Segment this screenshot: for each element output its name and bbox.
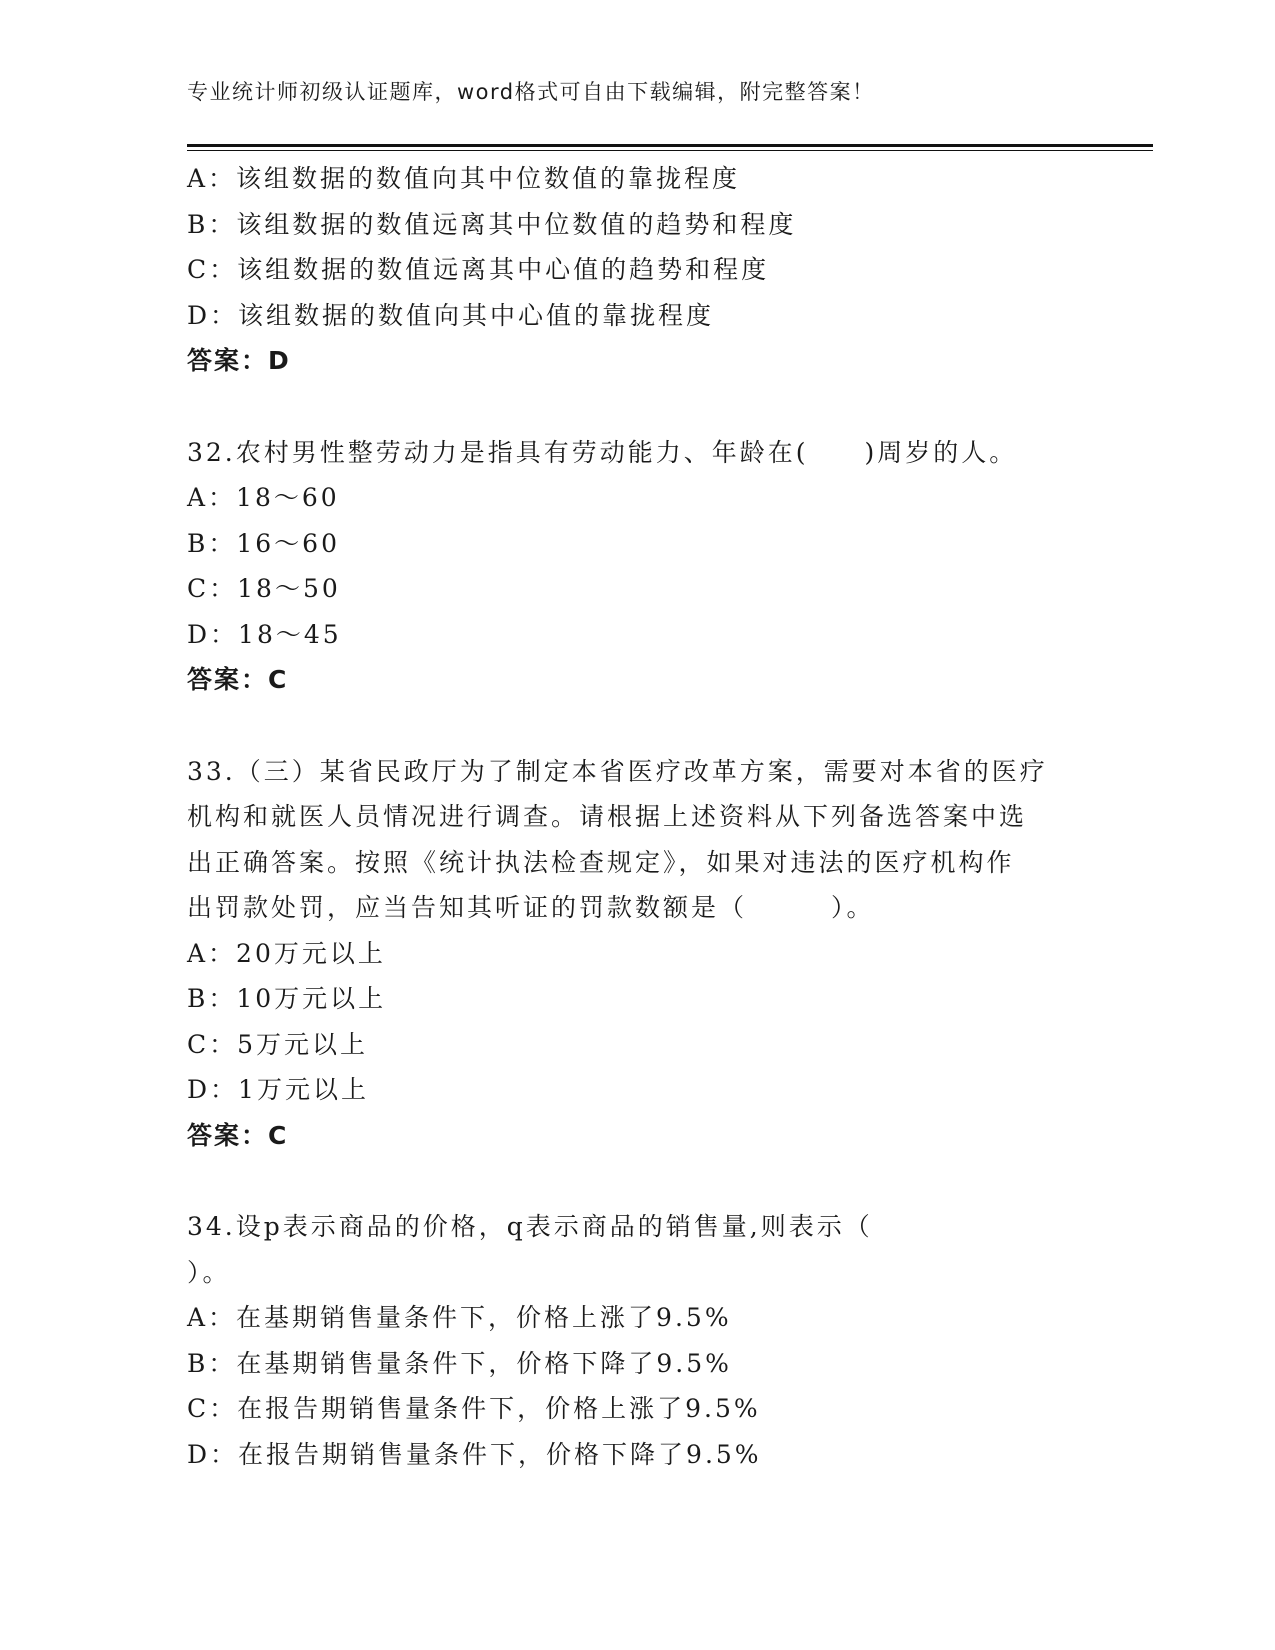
answer: 答案：D [187, 346, 291, 375]
option-a: A：该组数据的数值向其中位数值的靠拢程度 [187, 164, 741, 193]
option-c: C：在报告期销售量条件下，价格上涨了9.5% [187, 1394, 761, 1423]
question-stem-line: 机构和就医人员情况进行调查。请根据上述资料从下列备选答案中选 [187, 802, 1028, 831]
question-34 [187, 1204, 1087, 1477]
option-c: C：该组数据的数值远离其中心值的趋势和程度 [187, 255, 770, 284]
question-stem-line: 出正确答案。按照《统计执法检查规定》，如果对违法的医疗机构作 [187, 847, 1015, 877]
option-b: B：该组数据的数值远离其中位数值的趋势和程度 [187, 209, 797, 239]
question-stem-line: 34.设p表示商品的价格，q表示商品的销售量,则表示（ [187, 1212, 873, 1241]
option-a: A：18～60 [187, 483, 340, 512]
spacer [187, 384, 1087, 430]
question-31 [187, 156, 1087, 384]
document-header: 专业统计师初级认证题库，word格式可自由下载编辑，附完整答案！ [187, 80, 875, 104]
option-d: D：1万元以上 [187, 1075, 369, 1104]
spacer [187, 1158, 1087, 1204]
question-32 [187, 430, 1087, 703]
question-stem-line: 出罚款处罚，应当告知其听证的罚款数额是（ ）。 [187, 893, 875, 922]
question-33 [187, 749, 1087, 1159]
option-b: B：16～60 [187, 528, 340, 558]
answer: 答案：C [187, 1120, 289, 1150]
question-stem: 32.农村男性整劳动力是指具有劳动能力、年龄在( )周岁的人。 [187, 437, 1018, 467]
option-d: D：18～45 [187, 619, 342, 649]
spacer [187, 703, 1087, 749]
header-rule-thick [187, 144, 1153, 147]
option-d: D：该组数据的数值向其中心值的靠拢程度 [187, 300, 715, 330]
header-rule-thin [187, 150, 1153, 151]
option-c: C：5万元以上 [187, 1029, 369, 1059]
option-a: A：在基期销售量条件下，价格上涨了9.5% [187, 1303, 732, 1332]
option-a: A：20万元以上 [187, 938, 386, 968]
option-c: C：18～50 [187, 574, 341, 603]
option-b: B：在基期销售量条件下，价格下降了9.5% [187, 1348, 732, 1378]
question-stem-line: ）。 [187, 1257, 231, 1287]
option-d: D：在报告期销售量条件下，价格下降了9.5% [187, 1439, 762, 1469]
question-content [187, 156, 1087, 1477]
answer: 答案：C [187, 665, 289, 694]
question-stem-line: 33.（三）某省民政厅为了制定本省医疗改革方案，需要对本省的医疗 [187, 756, 1048, 786]
option-b: B：10万元以上 [187, 984, 387, 1013]
